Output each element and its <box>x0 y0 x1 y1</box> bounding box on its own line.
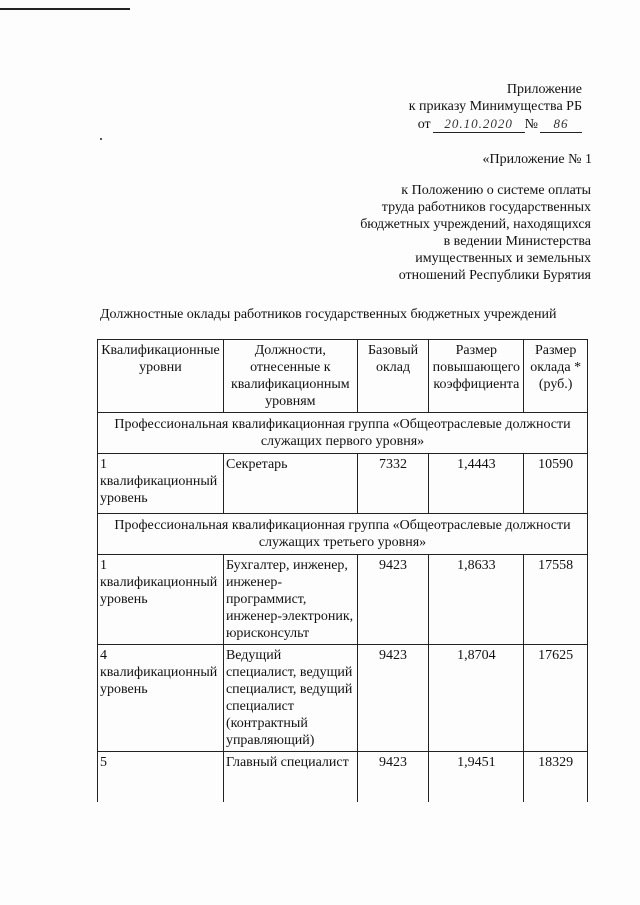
base-salary-cell: 9423 <box>357 555 429 645</box>
regulation-line: к Положению о системе оплаты <box>401 183 591 198</box>
scan-speck <box>100 138 102 140</box>
column-header: Размер повышающего коэффициента <box>429 340 524 413</box>
column-header: Размер оклада * (руб.) <box>524 340 588 413</box>
order-date-number-line <box>282 115 582 133</box>
top-rule <box>0 8 130 10</box>
table-header-row <box>98 340 588 413</box>
coefficient-cell: 1,8704 <box>429 645 524 752</box>
group-title: Профессиональная квалификационная группа «Общеотраслевые должности служащих первого уровня» <box>98 413 588 454</box>
base-salary-cell: 9423 <box>357 645 429 752</box>
level-cell: 1 квалификационный уровень <box>98 454 224 514</box>
table-title: Должностные оклады работников государственных бюджетных учреждений <box>100 307 557 322</box>
group-title: Профессиональная квалификационная группа «Общеотраслевые должности служащих третьего уровня» <box>98 514 588 555</box>
position-cell: Ведущий специалист, ведущий специалист, ведущий специалист (контрактный управляющий) <box>223 645 357 752</box>
coefficient-cell: 1,4443 <box>429 454 524 514</box>
appendix-header <box>282 81 582 133</box>
number-label: № <box>524 117 538 132</box>
handwritten-date: 20.10.2020 <box>433 115 525 133</box>
table-row <box>98 645 588 752</box>
position-cell: Секретарь <box>223 454 357 514</box>
group-row <box>98 413 588 454</box>
regulation-line: бюджетных учреждений, находящихся <box>360 217 591 232</box>
regulation-line: имущественных и земельных <box>415 251 591 266</box>
column-header: Должности, отнесенные к квалификационным уровням <box>223 340 357 413</box>
level-cell: 1 квалификационный уровень <box>98 555 224 645</box>
level-cell: 4 квалификационный уровень <box>98 645 224 752</box>
table-row <box>98 454 588 514</box>
position-cell: Бухгалтер, инженер, инженер-программист, инженер-электроник, юрисконсульт <box>223 555 357 645</box>
regulation-line: отношений Республики Бурятия <box>398 268 591 283</box>
regulation-line: труда работников государственных <box>381 200 591 215</box>
order-ref: к приказу Минимущества РБ <box>408 99 582 114</box>
table-row <box>98 752 588 802</box>
group-row <box>98 514 588 555</box>
regulation-line: в ведении Министерства <box>443 234 591 249</box>
position-cell: Главный специалист <box>223 752 357 802</box>
column-header: Квалификационные уровни <box>98 340 224 413</box>
coefficient-cell: 1,8633 <box>429 555 524 645</box>
table-row <box>98 555 588 645</box>
column-header: Базовый оклад <box>357 340 429 413</box>
salary-cell: 18329 <box>524 752 588 802</box>
regulation-reference <box>231 182 591 284</box>
salary-cell: 17558 <box>524 555 588 645</box>
level-cell: 5 <box>98 752 224 802</box>
appendix-label: Приложение <box>506 82 582 97</box>
appendix-reference: «Приложение № 1 <box>482 152 592 167</box>
salary-table <box>97 339 588 802</box>
from-label: от <box>417 117 431 132</box>
coefficient-cell: 1,9451 <box>429 752 524 802</box>
salary-cell: 17625 <box>524 645 588 752</box>
base-salary-cell: 7332 <box>357 454 429 514</box>
handwritten-number: 86 <box>540 115 582 133</box>
base-salary-cell: 9423 <box>357 752 429 802</box>
salary-cell: 10590 <box>524 454 588 514</box>
